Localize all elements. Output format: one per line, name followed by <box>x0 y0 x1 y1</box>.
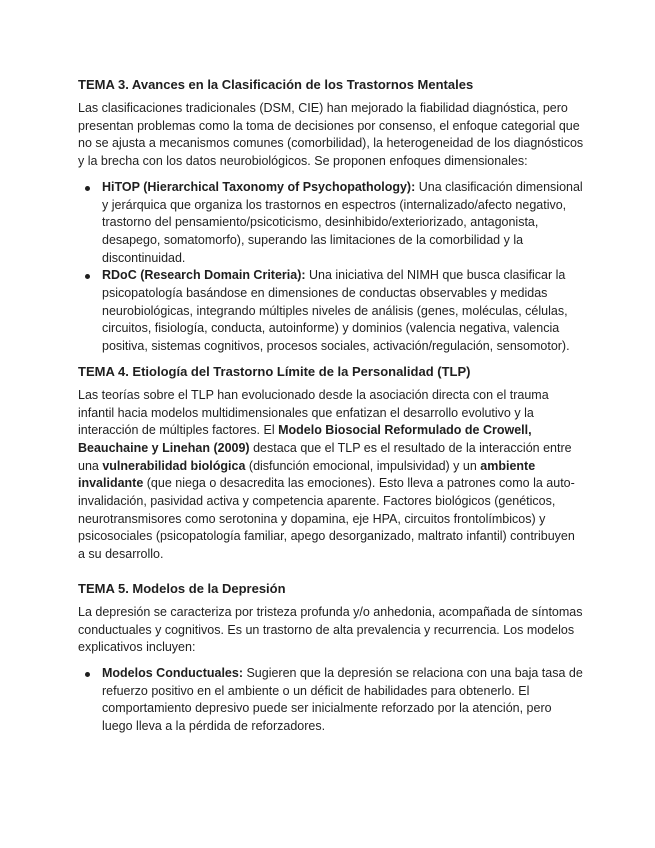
section-heading-tema3: TEMA 3. Avances en la Clasificación de los Trastornos Mentales <box>78 77 474 92</box>
text-rdoc: Una iniciativa del NIMH que busca clasificar la psicopatología basándose en dimensiones de conductas observables y medidas neurobiológicas, integrando múltiples niveles de análisis (genes, moléculas, células, circuitos, fisiología, conducta, autoinforme) y dominios (valencia negativa, valencia positiva, sistemas cognitivos, procesos sociales, activación/regulación, sensomotor). <box>102 268 570 354</box>
bullet-icon <box>85 672 90 677</box>
section-heading-tema5: TEMA 5. Modelos de la Depresión <box>78 580 286 596</box>
bullet-icon <box>85 186 90 191</box>
list-item-hitop <box>78 179 584 268</box>
paragraph-tema5-intro: La depresión se caracteriza por tristeza profunda y/o anhedonia, acompañada de síntomas conductuales y cognitivos. Es un trastorno de alta prevalencia y recurrencia. Los modelos explicativos incluyen: <box>78 604 583 655</box>
paragraph-tema4 <box>78 387 584 564</box>
list-item-conductuales <box>78 665 584 736</box>
list-item-rdoc <box>78 267 584 356</box>
text-span: destaca que el TLP es el resultado de la interacción entre una <box>78 440 572 473</box>
bold-vulnerability: vulnerabilidad biológica <box>102 458 246 473</box>
bold-environment: ambiente invalidante <box>78 458 536 491</box>
spacer <box>78 572 584 580</box>
text-conductuales: Sugieren que la depresión se relaciona con una baja tasa de refuerzo positivo en el ambiente o un déficit de habilidades para obtenerlo. El comportamiento depresivo puede ser inicialmente reforzado por la atención, pero luego lleva a la pérdida de reforzadores. <box>102 665 583 734</box>
term-conductuales: Modelos Conductuales: <box>102 665 243 680</box>
text-span: (que niega o desacredita las emociones). Esto lleva a patrones como la auto-invalidación, pasividad activa y competencia aparente. Factores biológicos (genéticos, neurotransmisores como serotonina y dopamina, eje HPA, circuitos frontolímbicos) y psicosociales (psicopatología familiar, apego desorganizado, maltrato infantil) contribuyen a su desarrollo. <box>78 476 575 562</box>
bullet-icon <box>85 274 90 279</box>
text-hitop: Una clasificación dimensional y jerárquica que organiza los trastornos en espectros (internalizado/afecto negativo, trastorno del pensamiento/psicoticismo, desinhibido/exteriorizado, antagonista, desapego, somatomorfo), superando las limitaciones de la comorbilidad y la discontinuidad. <box>102 179 583 265</box>
paragraph-tema3-intro: Las clasificaciones tradicionales (DSM, CIE) han mejorado la fiabilidad diagnóstica, pero presentan problemas como la toma de decisiones por consenso, el enfoque categorial que no se ajusta a mecanismos comunes (comorbilidad), la heterogeneidad de los diagnósticos y la brecha con los datos neurobiológicos. Se proponen enfoques dimensionales: <box>78 101 584 169</box>
bullet-list-tema5 <box>78 665 584 736</box>
document-page <box>78 76 584 743</box>
bullet-list-tema3 <box>78 179 584 356</box>
text-span: (disfunción emocional, impulsividad) y un <box>245 458 481 473</box>
text-span: Las teorías sobre el TLP han evolucionado desde la asociación directa con el trauma infantil hacia modelos multidimensionales que enfatizan el desarrollo evolutivo y la interacción de múltiples factores. El <box>78 387 549 438</box>
term-hitop: HiTOP (Hierarchical Taxonomy of Psychopathology): <box>102 179 416 194</box>
bold-model-name: Modelo Biosocial Reformulado de Crowell, Beauchaine y Linehan (2009) <box>78 423 532 455</box>
section-heading-tema4: TEMA 4. Etiología del Trastorno Límite de la Personalidad (TLP) <box>78 363 471 379</box>
term-rdoc: RDoC (Research Domain Criteria): <box>102 268 306 283</box>
